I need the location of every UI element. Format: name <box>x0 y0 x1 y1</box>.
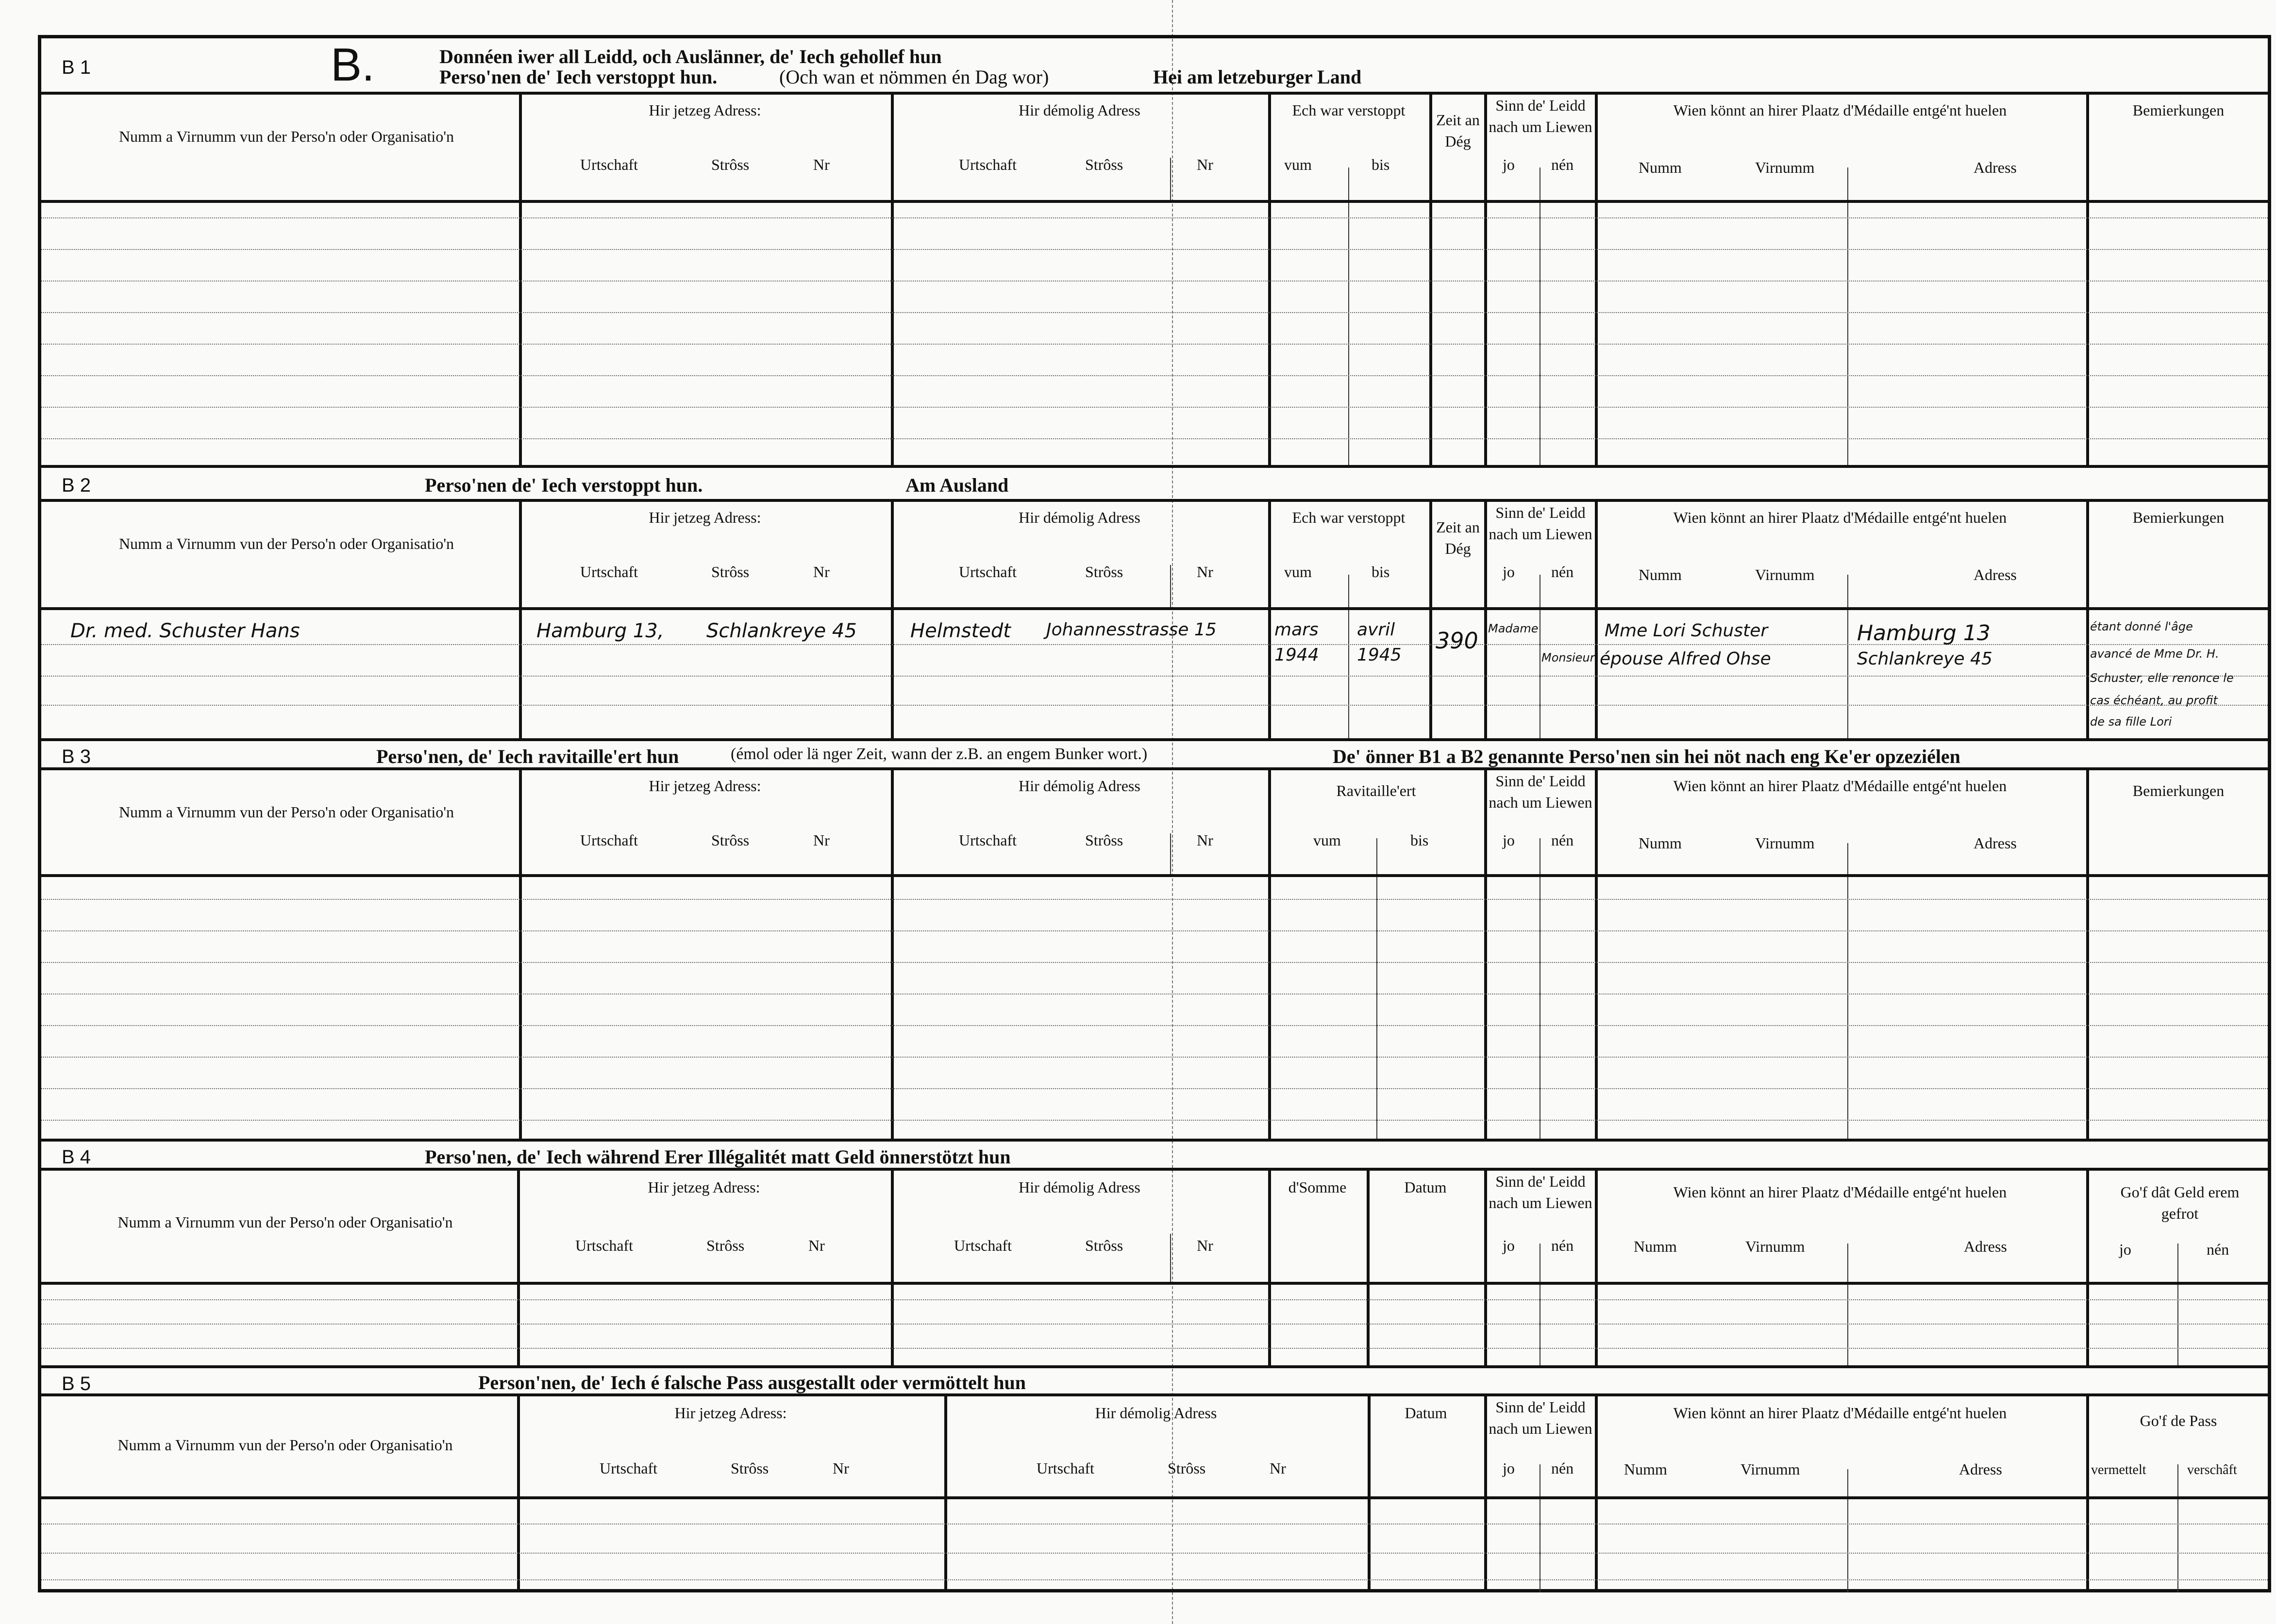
col-place: Urtschaft <box>1037 1459 1095 1477</box>
entry-medal-address: Hamburg 13 <box>1857 621 1991 646</box>
col-to: bis <box>1372 563 1390 580</box>
entry-old-street: Johannesstrasse 15 <box>1046 620 1217 640</box>
col-nr: Nr <box>1197 1237 1213 1254</box>
section-title: Perso'nen de' Iech verstoppt hun. <box>439 66 718 88</box>
col-old-address: Hir démolig Adress <box>1019 1178 1140 1196</box>
entry-from-year: 1944 <box>1274 645 1319 665</box>
section-b1-header <box>41 95 2268 203</box>
col-street: Strôss <box>1085 831 1123 849</box>
col-mediated: vermettelt <box>2091 1462 2146 1477</box>
col-place: Urtschaft <box>580 831 638 849</box>
col-place: Urtschaft <box>575 1237 634 1254</box>
col-hidden: Ech war verstoppt <box>1292 101 1406 119</box>
col-name: Numm a Virnumm vun der Perso'n oder Organisatio'n <box>118 803 454 821</box>
col-yes: jo <box>1503 1237 1515 1254</box>
entry-medal-name: épouse Alfred Ohse <box>1600 649 1771 669</box>
col-medal: Wien könnt an hirer Plaatz d'Médaille entgé'nt huelen <box>1673 1183 2007 1201</box>
section-b4-rows <box>41 1285 2268 1368</box>
section-id: B 2 <box>62 475 91 496</box>
section-b4-bar <box>41 1142 2268 1171</box>
section-title: Perso'nen, de' Iech ravitaille'ert hun <box>376 746 679 767</box>
col-alive: Sinn de' Leidd nach um Liewen <box>1489 97 1592 135</box>
section-id: B 5 <box>62 1373 91 1394</box>
col-firstname: Virnumm <box>1740 1460 1800 1478</box>
col-date: Datum <box>1405 1404 1447 1422</box>
col-place: Urtschaft <box>959 563 1017 580</box>
col-firstname: Virnumm <box>1755 159 1815 176</box>
col-gifted: verschâft <box>2187 1462 2237 1477</box>
col-old-address: Hir démolig Adress <box>1019 509 1140 526</box>
entry-days: 390 <box>1436 628 1478 654</box>
section-title: Donnéen iwer all Leidd, och Auslänner, de' Iech gehollef hun <box>439 46 942 67</box>
entry-remark: cas échéant, au profit <box>2090 694 2218 707</box>
col-name: Numm a Virnumm vun der Perso'n oder Organisatio'n <box>117 1213 453 1231</box>
col-yes: jo <box>1503 156 1515 173</box>
col-no: nén <box>1551 831 1574 849</box>
col-to: bis <box>1410 831 1429 849</box>
col-street: Strôss <box>1168 1459 1206 1477</box>
col-surname: Numm <box>1634 1238 1677 1255</box>
col-no: nén <box>1551 1237 1574 1254</box>
col-alive: Sinn de' Leidd nach um Liewen <box>1489 772 1592 811</box>
section-title: Perso'nen de' Iech verstoppt hun. <box>425 474 703 496</box>
form-sheet <box>38 35 2271 1592</box>
section-note: De' önner B1 a B2 genannte Perso'nen sin hei nöt nach eng Ke'er opzeziélen <box>1333 746 1960 767</box>
col-old-address: Hir démolig Adress <box>1019 101 1140 119</box>
col-remarks: Bemierkungen <box>2132 782 2225 799</box>
col-days: Zeit an Dég <box>1436 518 1480 557</box>
col-current-address: Hir jetzeg Adress: <box>649 777 761 795</box>
col-no: nén <box>1551 1459 1574 1477</box>
col-street: Strôss <box>711 156 750 173</box>
section-b1-rows <box>41 203 2268 468</box>
section-b1-bar <box>41 38 2268 95</box>
entry-to-year: 1945 <box>1357 645 1402 665</box>
col-firstname: Virnumm <box>1755 834 1815 852</box>
col-street: Strôss <box>706 1237 745 1254</box>
col-alive: Sinn de' Leidd nach um Liewen <box>1489 1173 1592 1211</box>
col-hidden: Ech war verstoppt <box>1292 509 1406 526</box>
section-b2-rows <box>41 610 2268 741</box>
col-no: nén <box>1551 156 1574 173</box>
col-money-gift: Go'f dât Geld erem gefrot <box>2120 1183 2240 1222</box>
col-alive: Sinn de' Leidd nach um Liewen <box>1489 1398 1592 1437</box>
col-to: bis <box>1372 156 1390 173</box>
col-medal: Wien könnt an hirer Plaatz d'Médaille entgé'nt huelen <box>1673 777 2007 795</box>
section-location: Am Ausland <box>905 474 1009 496</box>
col-name: Numm a Virnumm vun der Perso'n oder Organisatio'n <box>118 535 454 552</box>
col-street: Strôss <box>711 563 750 580</box>
col-no: nén <box>1551 563 1574 580</box>
entry-remark: de sa fille Lori <box>2090 715 2172 729</box>
entry-alive-yes: Madame <box>1488 622 1539 635</box>
col-remarks: Bemierkungen <box>2132 101 2225 119</box>
section-location: Hei am letzeburger Land <box>1153 66 1362 88</box>
col-address: Adress <box>1959 1460 2002 1478</box>
col-current-address: Hir jetzeg Adress: <box>674 1404 787 1422</box>
col-place: Urtschaft <box>580 563 638 580</box>
col-surname: Numm <box>1639 566 1682 583</box>
col-place: Urtschaft <box>600 1459 658 1477</box>
entry-medal-name: Mme Lori Schuster <box>1605 621 1768 641</box>
section-subtitle: (émol oder lä nger Zeit, wann der z.B. an engem Bunker wort.) <box>731 745 1148 763</box>
col-nr: Nr <box>813 156 830 173</box>
col-address: Adress <box>1974 566 2017 583</box>
col-nr: Nr <box>1197 156 1213 173</box>
col-medal: Wien könnt an hirer Plaatz d'Médaille entgé'nt huelen <box>1673 1404 2007 1422</box>
entry-current-place: Hamburg 13, <box>536 620 664 642</box>
col-yes: jo <box>2119 1241 2131 1258</box>
entry-remark: Schuster, elle renonce le <box>2090 671 2234 685</box>
col-nr: Nr <box>833 1459 849 1477</box>
col-medal: Wien könnt an hirer Plaatz d'Médaille entgé'nt huelen <box>1673 509 2007 526</box>
col-nr: Nr <box>1197 563 1213 580</box>
entry-remark: étant donné l'âge <box>2090 620 2193 633</box>
section-b2-header <box>41 502 2268 610</box>
col-address: Adress <box>1964 1238 2007 1255</box>
col-place: Urtschaft <box>959 156 1017 173</box>
col-street: Strôss <box>1085 563 1123 580</box>
col-surname: Numm <box>1639 834 1682 852</box>
section-b5-header <box>41 1396 2268 1499</box>
col-old-address: Hir démolig Adress <box>1019 777 1140 795</box>
col-street: Strôss <box>711 831 750 849</box>
col-current-address: Hir jetzeg Adress: <box>649 101 761 119</box>
section-b3-header <box>41 770 2268 877</box>
col-supplied: Ravitaille'ert <box>1336 782 1416 799</box>
col-surname: Numm <box>1624 1460 1667 1478</box>
col-place: Urtschaft <box>580 156 638 173</box>
col-address: Adress <box>1974 159 2017 176</box>
col-street: Strôss <box>1085 156 1123 173</box>
col-current-address: Hir jetzeg Adress: <box>649 509 761 526</box>
col-date: Datum <box>1404 1178 1447 1196</box>
col-street: Strôss <box>731 1459 769 1477</box>
col-medal: Wien könnt an hirer Plaatz d'Médaille entgé'nt huelen <box>1673 101 2007 119</box>
col-old-address: Hir démolig Adress <box>1095 1404 1217 1422</box>
col-from: vum <box>1313 831 1341 849</box>
section-b3-rows <box>41 877 2268 1142</box>
col-from: vum <box>1284 156 1312 173</box>
col-remarks: Bemierkungen <box>2132 509 2225 526</box>
col-place: Urtschaft <box>954 1237 1012 1254</box>
col-sum: d'Somme <box>1288 1178 1347 1196</box>
section-b2-bar <box>41 468 2268 502</box>
col-pass-gift: Go'f de Pass <box>2140 1412 2217 1429</box>
col-nr: Nr <box>1197 831 1213 849</box>
col-name: Numm a Virnumm vun der Perso'n oder Organisatio'n <box>117 1436 453 1454</box>
section-id: B 4 <box>62 1146 91 1168</box>
section-id: B 3 <box>62 746 91 767</box>
entry-remark: avancé de Mme Dr. H. <box>2090 647 2219 661</box>
col-yes: jo <box>1503 831 1515 849</box>
col-firstname: Virnumm <box>1755 566 1815 583</box>
entry-name: Dr. med. Schuster Hans <box>70 620 300 642</box>
entry-medal-address: Schlankreye 45 <box>1857 649 1992 669</box>
section-b4-header <box>41 1171 2268 1285</box>
col-current-address: Hir jetzeg Adress: <box>648 1178 760 1196</box>
form-letter: B. <box>331 39 375 91</box>
col-days: Zeit an Dég <box>1436 111 1480 150</box>
col-nr: Nr <box>1270 1459 1286 1477</box>
col-from: vum <box>1284 563 1312 580</box>
col-alive: Sinn de' Leidd nach um Liewen <box>1489 504 1592 543</box>
section-b5-rows <box>41 1499 2268 1592</box>
col-surname: Numm <box>1639 159 1682 176</box>
entry-current-street: Schlankreye 45 <box>706 620 857 642</box>
col-yes: jo <box>1503 563 1515 580</box>
entry-from-month: mars <box>1274 620 1319 640</box>
entry-old-place: Helmstedt <box>910 620 1011 642</box>
col-firstname: Virnumm <box>1745 1238 1805 1255</box>
section-subtitle: (Och wan et nömmen én Dag wor) <box>779 66 1049 88</box>
section-b5-bar <box>41 1368 2268 1396</box>
section-b3-bar <box>41 741 2268 770</box>
col-address: Adress <box>1974 834 2017 852</box>
col-nr: Nr <box>813 831 830 849</box>
col-nr: Nr <box>813 563 830 580</box>
col-nr: Nr <box>808 1237 825 1254</box>
section-title: Person'nen, de' Iech é falsche Pass ausgestallt oder vermöttelt hun <box>478 1372 1026 1393</box>
col-place: Urtschaft <box>959 831 1017 849</box>
entry-alive-no: Monsieur <box>1541 651 1595 664</box>
section-title: Perso'nen, de' Iech während Erer Illégalitét matt Geld önnerstötzt hun <box>425 1146 1011 1168</box>
col-street: Strôss <box>1085 1237 1123 1254</box>
entry-to-month: avril <box>1357 620 1395 640</box>
col-name: Numm a Virnumm vun der Perso'n oder Organisatio'n <box>118 128 454 145</box>
col-no: nén <box>2207 1241 2229 1258</box>
section-id: B 1 <box>62 57 91 78</box>
col-yes: jo <box>1503 1459 1515 1477</box>
